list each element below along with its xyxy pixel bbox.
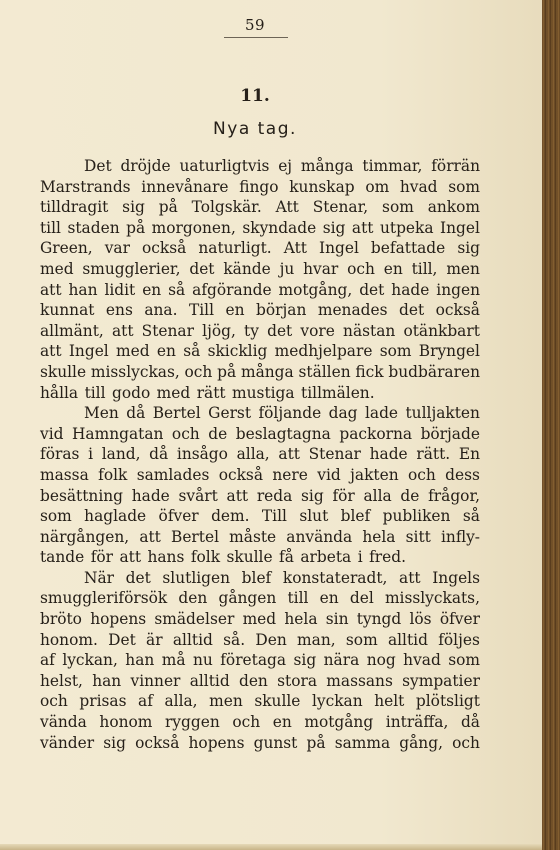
text-line: tilldragit sig på Tolgskär. Att Stenar, som ankom	[40, 198, 480, 217]
chapter-title: Nya tag.	[213, 119, 297, 139]
text-line: Marstrands innevånare fingo kunskap om hvad som	[40, 177, 480, 196]
text-line: skulle misslyckas, och på många ställen fick budbäraren	[40, 362, 480, 381]
text-line: till staden på morgonen, skyndade sig att utpeka Ingel	[40, 218, 480, 237]
page-number-rule	[224, 37, 288, 38]
text-line: hålla till godo med rätt mustiga tillmälen.	[40, 383, 375, 402]
text-line: honom. Det är alltid så. Den man, som alltid följes	[40, 630, 480, 649]
book-page-edges	[542, 0, 560, 850]
text-line: med smugglerier, det kände ju hvar och en till, men	[40, 259, 480, 278]
text-line: vända honom ryggen och en motgång inträffa, då	[40, 713, 480, 732]
text-line: helst, han vinner alltid den stora massans sympatier	[40, 671, 480, 690]
text-line: besättning hade svårt att reda sig för alla de frågor,	[40, 486, 480, 505]
text-line: massa folk samlades också nere vid jakten och dess	[40, 465, 480, 484]
text-line: föras i land, då insågo alla, att Stenar hade rätt. En	[40, 445, 480, 464]
text-line: Green, var också naturligt. Att Ingel befattade sig	[40, 239, 480, 258]
text-line: smuggleriförsök den gången till en del misslyckats,	[40, 589, 480, 608]
text-line: vänder sig också hopens gunst på samma gång, och	[40, 733, 480, 752]
chapter-number: 11.	[240, 86, 270, 106]
text-line: Men då Bertel Gerst följande dag lade tulljakten	[84, 404, 480, 423]
text-line: bröto hopens smädelser med hela sin tyngd lös öfver	[40, 610, 480, 629]
text-line: att han lidit en så afgörande motgång, det hade ingen	[40, 280, 480, 299]
text-line: närgången, att Bertel måste använda hela sitt infly-	[40, 527, 480, 546]
body-text	[40, 156, 480, 753]
page-number: 59	[244, 16, 266, 34]
text-line: af lyckan, han må nu företaga sig nära nog hvad som	[40, 651, 480, 670]
text-line: och prisas af alla, men skulle lyckan helt plötsligt	[40, 692, 480, 711]
text-line: allmänt, att Stenar ljög, ty det vore nästan otänkbart	[40, 321, 480, 340]
text-line: kunnat ens ana. Till en början menades det också	[40, 301, 480, 320]
text-line: tande för att hans folk skulle få arbeta i fred.	[40, 548, 406, 567]
text-line: Det dröjde uaturligtvis ej många timmar, förrän	[84, 157, 480, 175]
text-line: att Ingel med en så skicklig medhjelpare som Bryngel	[40, 342, 480, 361]
text-line: som haglade öfver dem. Till slut blef publiken så	[40, 507, 480, 526]
text-line: När det slutligen blef konstateradt, att Ingels	[84, 568, 480, 587]
page-bottom-edge	[0, 844, 542, 850]
text-line: vid Hamngatan och de beslagtagna packorna började	[40, 424, 480, 443]
